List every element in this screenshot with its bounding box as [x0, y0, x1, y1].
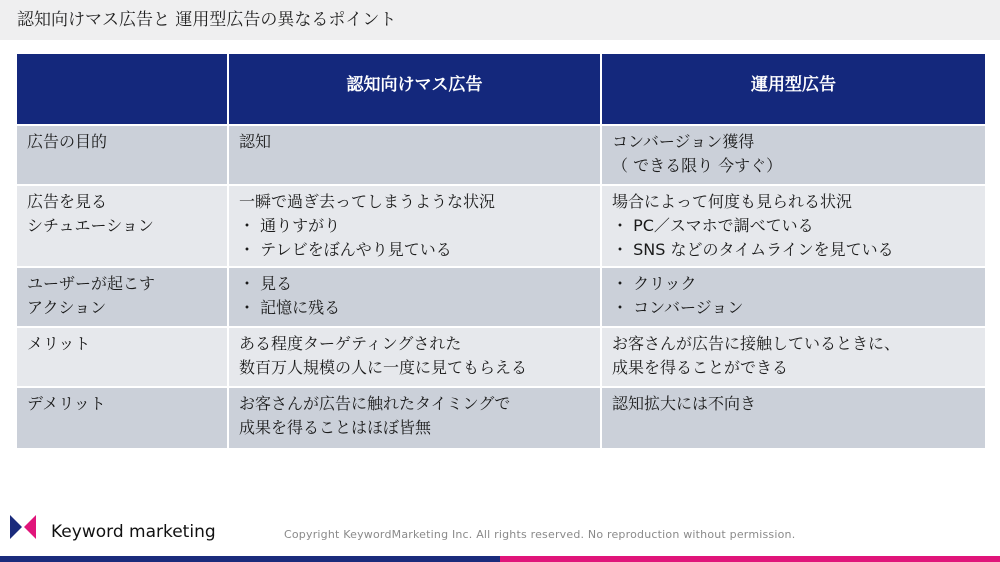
- mass-ads-cell: [228, 387, 601, 449]
- brand-name: Keyword marketing: [51, 522, 216, 542]
- mass-ads-cell: [228, 125, 601, 185]
- row-label-line: デメリット: [27, 394, 106, 413]
- page-title: 認知向けマス広告と 運用型広告の異なるポイント: [17, 10, 397, 30]
- header-cell-mass-ads: 認知向けマス広告: [228, 53, 601, 125]
- row-label: [16, 327, 228, 387]
- keyword-marketing-logo-icon: [10, 513, 42, 545]
- mass-ads-cell: [228, 185, 601, 267]
- cell-line: お客さんが広告に触れたタイミングで: [239, 394, 511, 413]
- cell-line: ・ 通りすがり: [239, 216, 341, 235]
- header-cell-operational-ads: 運用型広告: [601, 53, 986, 125]
- cell-line: ・ 見る: [239, 274, 293, 293]
- cell-line: コンバージョン獲得: [612, 132, 755, 151]
- cell-line: ・ テレビをぼんやり見ている: [239, 240, 452, 259]
- table-row: [16, 125, 986, 185]
- table-header-row: [16, 53, 986, 125]
- row-label-line: 広告の目的: [27, 132, 108, 151]
- footer-bar-pink: [500, 556, 1000, 562]
- row-label-line: ユーザーが起こす: [27, 274, 156, 293]
- cell-line: ・ コンバージョン: [612, 298, 744, 317]
- operational-ads-cell: [601, 327, 986, 387]
- mass-ads-cell: [228, 327, 601, 387]
- comparison-table: [15, 52, 987, 450]
- cell-line: 数百万人規模の人に一度に見てもらえる: [239, 358, 528, 377]
- cell-line: 一瞬で過ぎ去ってしまうような状況: [239, 192, 496, 211]
- table-row: [16, 387, 986, 449]
- row-label-line: 広告を見る: [27, 192, 108, 211]
- cell-line: （ できる限り 今すぐ）: [612, 156, 783, 175]
- cell-line: ある程度ターゲティングされた: [239, 334, 462, 353]
- title-bar: [0, 0, 1000, 40]
- operational-ads-cell: [601, 125, 986, 185]
- row-label-line: メリット: [27, 334, 91, 353]
- cell-line: 成果を得ることはほぼ皆無: [239, 418, 432, 437]
- table-row: [16, 327, 986, 387]
- cell-line: お客さんが広告に接触しているときに、: [612, 334, 901, 353]
- header-cell-empty: [16, 53, 228, 125]
- cell-line: 認知: [239, 132, 272, 151]
- operational-ads-cell: [601, 185, 986, 267]
- row-label: [16, 267, 228, 327]
- cell-line: ・ 記憶に残る: [239, 298, 341, 317]
- cell-line: ・ SNS などのタイムラインを見ている: [612, 240, 894, 259]
- row-label: [16, 387, 228, 449]
- copyright-text: Copyright KeywordMarketing Inc. All rights reserved. No reproduction without permission.: [284, 528, 796, 541]
- cell-line: 成果を得ることができる: [612, 358, 789, 377]
- cell-line: 認知拡大には不向き: [612, 394, 757, 413]
- table-row: [16, 267, 986, 327]
- row-label-line: アクション: [27, 298, 107, 317]
- operational-ads-cell: [601, 387, 986, 449]
- cell-line: 場合によって何度も見られる状況: [612, 192, 853, 211]
- row-label-line: シチュエーション: [27, 216, 154, 235]
- operational-ads-cell: [601, 267, 986, 327]
- mass-ads-cell: [228, 267, 601, 327]
- table-row: [16, 185, 986, 267]
- row-label: [16, 125, 228, 185]
- cell-line: ・ PC／スマホで調べている: [612, 216, 814, 235]
- row-label: [16, 185, 228, 267]
- cell-line: ・ クリック: [612, 274, 697, 293]
- footer-bar-blue: [0, 556, 500, 562]
